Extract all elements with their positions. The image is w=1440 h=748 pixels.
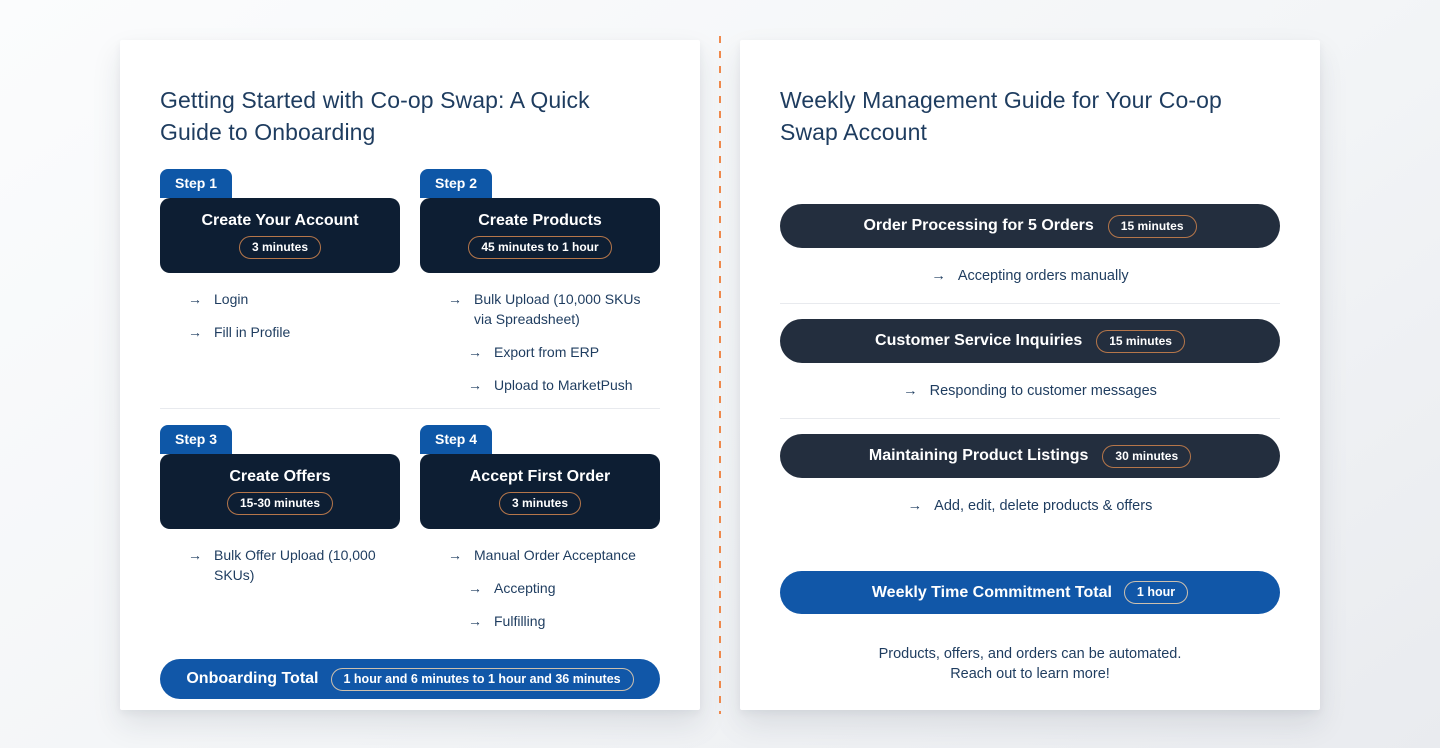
bullet-label: Bulk Upload (10,000 SKUs via Spreadsheet) <box>474 291 641 327</box>
list-item <box>188 289 400 309</box>
arrow-right-icon: → <box>468 613 482 629</box>
step-2-bullets <box>448 289 660 395</box>
step-1-cell <box>160 169 400 408</box>
step-1-duration-badge: 3 minutes <box>239 236 321 259</box>
step-4-card <box>420 454 660 529</box>
onboarding-total-duration-badge: 1 hour and 6 minutes to 1 hour and 36 minutes <box>331 668 634 691</box>
step-3-bullets <box>188 545 400 633</box>
arrow-right-icon: → <box>188 324 202 340</box>
section-duration-badge: 30 minutes <box>1102 445 1191 468</box>
spacer <box>780 533 1280 571</box>
weekly-guide-title: Weekly Management Guide for Your Co-op Swap Account <box>780 87 1222 145</box>
footer-note <box>780 644 1280 684</box>
arrow-right-icon: → <box>468 377 482 393</box>
step-2-title: Create Products <box>478 212 602 229</box>
weekly-total-duration-badge: 1 hour <box>1124 581 1188 604</box>
step-4-title: Accept First Order <box>469 468 611 485</box>
bullet-label: Upload to MarketPush <box>494 377 633 393</box>
step-2-card <box>420 198 660 273</box>
step-4-bullets <box>448 545 660 633</box>
arrow-right-icon: → <box>907 498 923 514</box>
arrow-right-icon: → <box>448 547 462 563</box>
weekly-total-label: Weekly Time Commitment Total <box>871 583 1112 601</box>
onboarding-total-label: Onboarding Total <box>186 670 319 687</box>
arrow-right-icon: → <box>188 547 202 563</box>
bullet-label: Bulk Offer Upload (10,000 SKUs) <box>214 547 376 583</box>
bullet-label: Login <box>214 291 249 307</box>
list-item <box>188 545 400 585</box>
step-3-card <box>160 454 400 529</box>
arrow-right-icon: → <box>468 580 482 596</box>
step-4-cell <box>420 425 660 633</box>
bullet-label: Accepting orders manually <box>957 268 1129 284</box>
section-title: Customer Service Inquiries <box>875 332 1083 349</box>
step-1-card <box>160 198 400 273</box>
list-item <box>780 266 1280 286</box>
list-item <box>780 381 1280 401</box>
section-title: Maintaining Product Listings <box>868 447 1089 464</box>
step-2-duration-badge: 45 minutes to 1 hour <box>468 236 611 259</box>
weekly-total-bar <box>780 571 1280 614</box>
step-3-tab: Step 3 <box>160 425 232 454</box>
step-2-cell <box>420 169 660 408</box>
list-sub-item <box>468 611 660 631</box>
step-3-cell <box>160 425 400 633</box>
step-4-duration-badge: 3 minutes <box>499 492 581 515</box>
onboarding-title: Getting Started with Co-op Swap: A Quick Guide to Onboarding <box>160 87 590 145</box>
dashed-divider <box>719 36 721 714</box>
arrow-right-icon: → <box>188 291 202 307</box>
list-sub-item <box>468 375 660 395</box>
bullet-label: Responding to customer messages <box>929 383 1157 399</box>
section-divider <box>780 303 1280 304</box>
section-customer-service-bar <box>780 319 1280 363</box>
arrow-right-icon: → <box>448 291 462 307</box>
list-item <box>780 496 1280 516</box>
footer-line-2: Reach out to learn more! <box>950 666 1110 682</box>
section-duration-badge: 15 minutes <box>1108 215 1197 238</box>
step-1-title: Create Your Account <box>201 212 359 229</box>
bullet-label: Accepting <box>494 580 556 596</box>
section-divider <box>780 418 1280 419</box>
steps-row-1 <box>160 169 660 408</box>
bullet-label: Manual Order Acceptance <box>474 547 636 563</box>
step-1-bullets <box>188 289 400 393</box>
weekly-guide-card <box>740 40 1320 710</box>
section-duration-badge: 15 minutes <box>1096 330 1185 353</box>
list-item <box>448 289 660 329</box>
onboarding-total-bar <box>160 659 660 699</box>
footer-line-1: Products, offers, and orders can be automated. <box>878 646 1182 662</box>
steps-row-2 <box>160 425 660 633</box>
section-product-listings-bar <box>780 434 1280 478</box>
list-item <box>188 322 400 342</box>
bullet-label: Fill in Profile <box>214 324 291 340</box>
step-1-tab: Step 1 <box>160 169 232 198</box>
section-order-processing-bar <box>780 204 1280 248</box>
arrow-right-icon: → <box>468 344 482 360</box>
list-sub-item <box>468 578 660 598</box>
arrow-right-icon: → <box>931 268 946 284</box>
bullet-label: Export from ERP <box>494 344 600 360</box>
step-3-duration-badge: 15-30 minutes <box>227 492 333 515</box>
step-3-title: Create Offers <box>229 468 331 485</box>
onboarding-guide-card <box>120 40 700 710</box>
bullet-label: Add, edit, delete products & offers <box>934 498 1153 514</box>
row-divider <box>160 408 660 409</box>
step-2-tab: Step 2 <box>420 169 492 198</box>
list-sub-item <box>468 342 660 362</box>
list-item <box>448 545 660 565</box>
bullet-label: Fulfilling <box>494 613 546 629</box>
section-title: Order Processing for 5 Orders <box>863 217 1094 234</box>
step-4-tab: Step 4 <box>420 425 492 454</box>
arrow-right-icon: → <box>903 383 918 399</box>
